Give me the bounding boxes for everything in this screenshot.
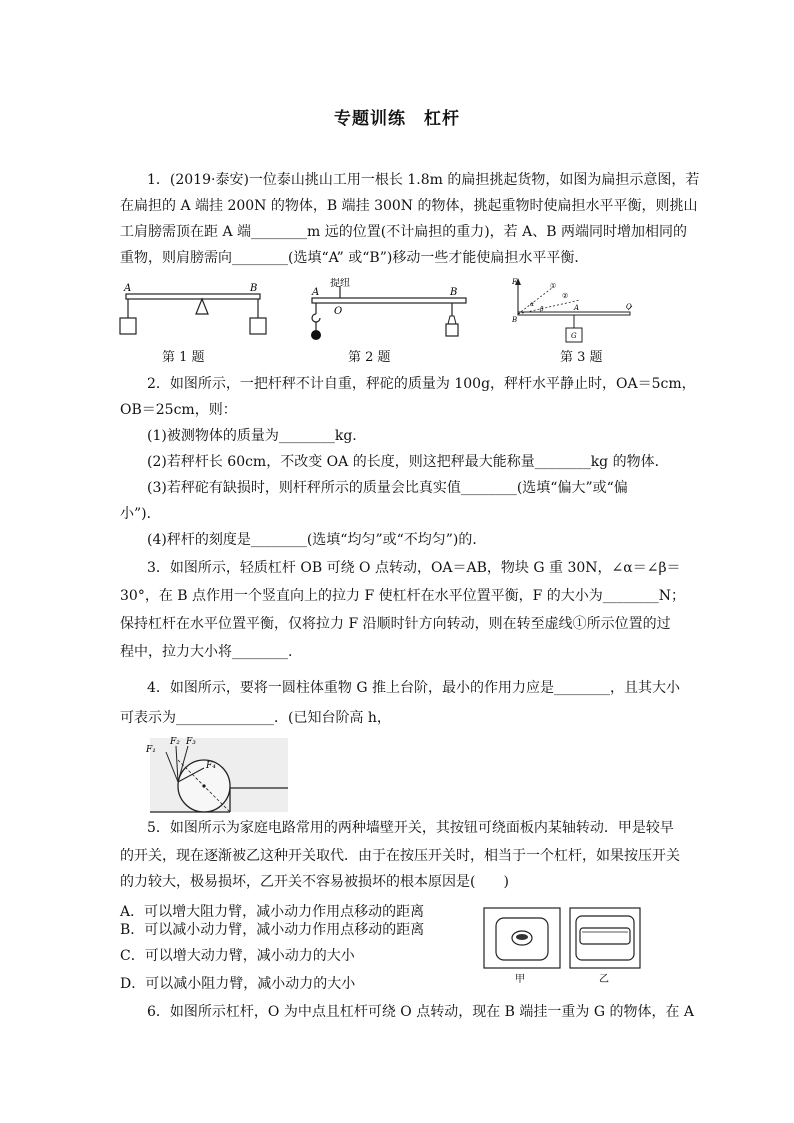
q2-part-2: (2)若秤杆长 60cm，不改变 OA 的长度，则这把秤最大能称量________kg 的物体． (147, 454, 669, 470)
fig3-label-g: G (571, 332, 577, 340)
q1-line-4: 重物，则肩膀需向________(选填“A” 或“B”)移动一些才能使扁担水平平衡． (120, 250, 589, 266)
q3-line-4: 程中，拉力大小将________. (120, 644, 293, 660)
q4-line-2: 可表示为______________．(已知台阶高 h， (120, 710, 391, 726)
q6-line-1: 6．如图所示杠杆，O 为中点且杠杆可绕 O 点转动，现在 B 端挂一重为 G 的物体，在 A (147, 1004, 695, 1020)
fig1-label-b: B (250, 283, 258, 294)
q4-line-1: 4．如图所示，要将一圆柱体重物 G 推上台阶，最小的作用力应是________，且其大小 (147, 680, 680, 696)
q5-option-d: D．可以减小阻力臂，减小动力的大小 (120, 976, 356, 992)
fig3-label-a: A (574, 304, 580, 312)
fig1-caption: 第 1 题 (162, 350, 205, 365)
q2-part-3a: (3)若秤砣有缺损时，则杆秤所示的质量会比真实值________(选填“偏大”或“偏 (147, 480, 628, 496)
figure-5-wall-switches (482, 906, 642, 988)
q5-line-3: 的力较大，极易损坏，乙开关不容易被损坏的根本原因是( ) (120, 874, 509, 890)
fig3-label-1: ① (550, 282, 557, 290)
q5-option-c: C．可以增大动力臂，减小动力的大小 (120, 948, 355, 964)
q2-part-4: (4)秤杆的刻度是________(选填“均匀”或“不均匀”)的． (147, 532, 487, 548)
fig2-label-o: O (334, 306, 343, 317)
q1-line-1: 1．(2019·泰安)一位泰山挑山工用一根长 1.8m 的扁担挑起货物，如图为扁担示意图，若 (147, 172, 700, 188)
fig4-label-f2: F₂ (170, 737, 180, 747)
fig3-label-alpha: α (530, 301, 535, 308)
fig3-label-b: B (512, 316, 518, 324)
figure-4-cylinder-step (140, 732, 296, 816)
q5-line-1: 5．如图所示为家庭电路常用的两种墙壁开关，其按钮可绕面板内某轴转动．甲是较早 (147, 820, 674, 836)
fig2-caption: 第 2 题 (348, 350, 391, 365)
q1-line-3: 工肩膀需顶在距 A 端________m 远的位置(不计扁担的重力)，若 A、B 两端同时增加相同的 (120, 224, 687, 240)
fig3-label-beta: β (540, 306, 544, 313)
figure-1-carrying-pole (114, 278, 274, 340)
q5-option-b: B．可以减小动力臂，减小动力作用点移动的距离 (120, 922, 425, 938)
fig3-label-o: O (626, 303, 632, 311)
q2-line-1: 2．如图所示，一把杆秤不计自重，秤砣的质量为 100g，秤杆水平静止时，OA＝5cm， (147, 376, 696, 392)
fig2-label-rope: 提纽 (330, 278, 350, 289)
fig5-label-yi: 乙 (599, 974, 609, 985)
fig4-label-f1: F₁ (146, 745, 156, 755)
figure-3-lever (510, 276, 638, 346)
fig1-label-a: A (124, 283, 132, 294)
q3-line-2: 30°，在 B 点作用一个竖直向上的拉力 F 使杠杆在水平位置平衡，F 的大小为________N； (120, 588, 686, 604)
q2-part-1: (1)被测物体的质量为________kg. (147, 428, 357, 444)
fig3-label-2: ② (562, 292, 569, 300)
fig3-label-f: F (512, 278, 517, 286)
q2-part-3b: 小”)． (120, 506, 161, 522)
q2-line-2: OB＝25cm，则： (120, 402, 237, 418)
figure-2-steelyard (304, 278, 474, 344)
q5-line-2: 的开关，现在逐渐被乙这种开关取代．由于在按压开关时，相当于一个杠杆，如果按压开关 (120, 848, 680, 864)
q5-option-a: A．可以增大阻力臂，减小动力作用点移动的距离 (120, 904, 425, 920)
q3-line-3: 保持杠杆在水平位置平衡，仅将拉力 F 沿顺时针方向转动，则在转至虚线①所示位置的过 (120, 616, 671, 632)
fig4-label-f4: F₄ (206, 761, 216, 771)
fig4-label-f3: F₃ (186, 737, 196, 747)
page-title: 专题训练 杠杆 (334, 109, 460, 129)
fig2-label-a: A (312, 287, 320, 298)
fig3-caption: 第 3 题 (560, 350, 603, 365)
q3-line-1: 3．如图所示，轻质杠杆 OB 可绕 O 点转动，OA＝AB，物块 G 重 30N，∠α＝∠β＝ (147, 560, 681, 576)
fig5-label-jia: 甲 (515, 974, 525, 985)
q1-line-2: 在扁担的 A 端挂 200N 的物体，B 端挂 300N 的物体，挑起重物时使扁担水平平衡，则挑山 (120, 198, 698, 214)
fig2-label-b: B (450, 287, 458, 298)
